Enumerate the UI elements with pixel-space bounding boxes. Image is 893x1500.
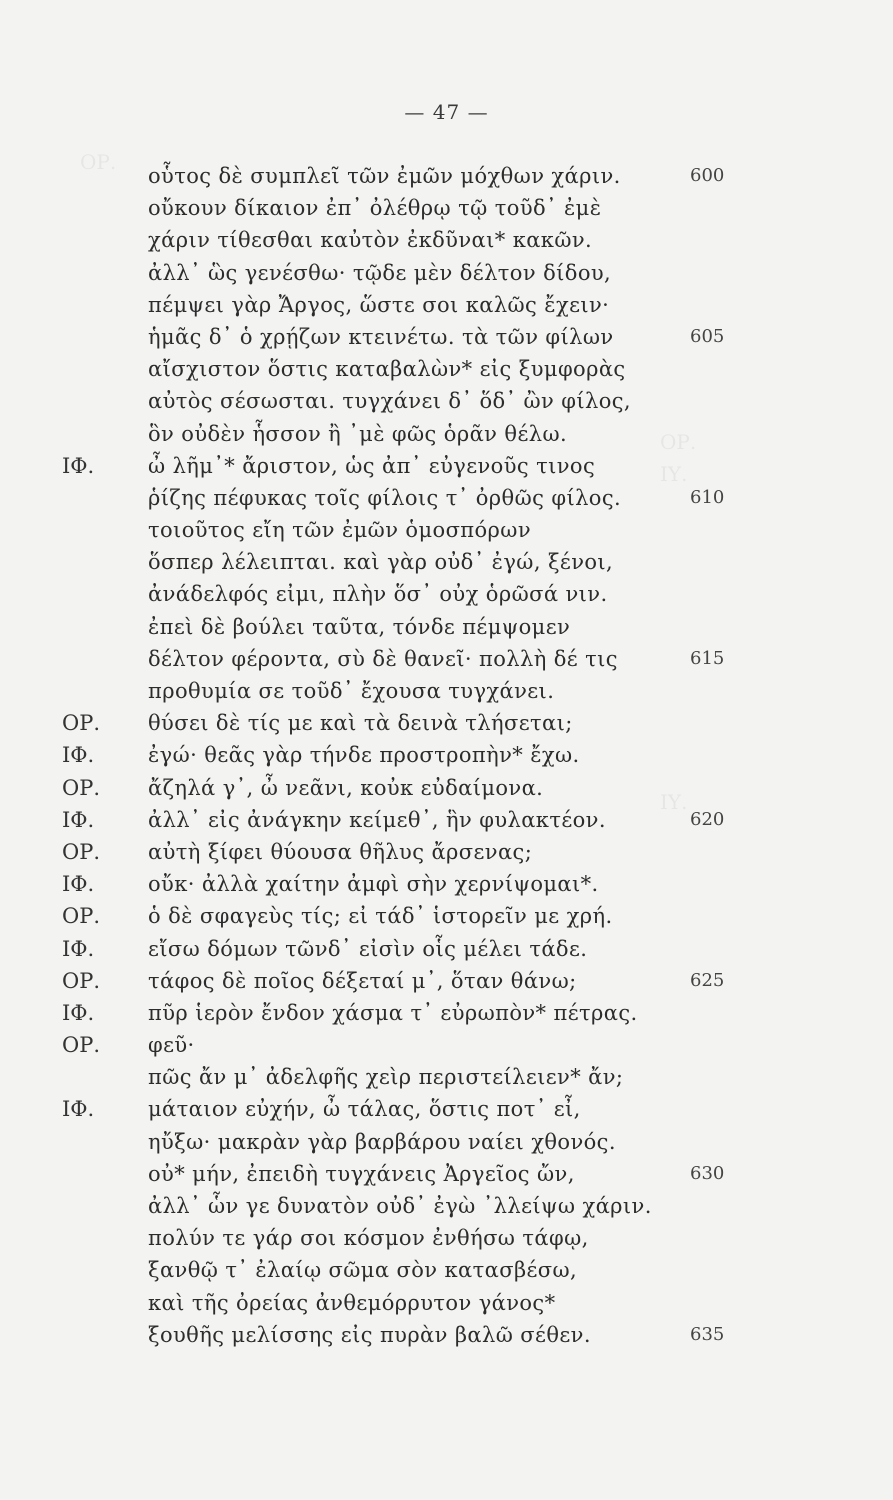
verse-text: θύσει δὲ τίς με καὶ τὰ δεινὰ τλήσεται;: [148, 711, 573, 736]
speaker-label: ΙΦ.: [62, 453, 95, 478]
verse-text: εἴσω δόμων τῶνδ᾽ εἰσὶν οἷς μέλει τάδε.: [148, 936, 588, 961]
verse-text: οὗτος δὲ συμπλεῖ τῶν ἐμῶν μόχθων χάριν.: [148, 164, 621, 188]
line-number: 635: [690, 1323, 725, 1345]
line-number: 615: [690, 647, 725, 669]
verse-line: [0, 289, 893, 321]
verse-list: [0, 160, 893, 1351]
speaker-label: ΙΦ.: [62, 807, 95, 832]
verse-text: οὔκουν δίκαιον ἐπ᾽ ὀλέθρῳ τῷ τοῦδ᾽ ἐμὲ: [148, 196, 602, 221]
speaker-label: ΟΡ.: [62, 839, 101, 864]
verse-line: [0, 804, 893, 836]
line-number: 600: [690, 165, 725, 186]
verse-text: μάταιον εὐχήν, ὦ τάλας, ὅστις ποτ᾽ εἶ,: [148, 1097, 581, 1122]
verse-line: [0, 321, 893, 353]
verse-line: [0, 160, 893, 192]
verse-line: [0, 1061, 893, 1093]
line-number: 610: [690, 486, 725, 508]
line-number: 625: [690, 969, 725, 991]
verse-text: οὐ* μήν, ἐπειδὴ τυγχάνεις Ἀργεῖος ὤν,: [148, 1161, 575, 1186]
page-number: — 47 —: [404, 100, 489, 124]
verse-line: [0, 192, 893, 224]
verse-line: [0, 1126, 893, 1158]
verse-line: [0, 514, 893, 546]
speaker-label: ΟΡ.: [62, 775, 101, 800]
verse-text: τάφος δὲ ποῖος δέξεταί μ᾽, ὅταν θάνω;: [148, 968, 577, 993]
verse-text: ἐγώ· θεᾶς γὰρ τήνδε προστροπὴν* ἔχω.: [148, 743, 580, 768]
verse-text: ὅσπερ λέλειπται. καὶ γὰρ οὐδ᾽ ἐγώ, ξένοι,: [148, 550, 614, 575]
verse-text: χάριν τίθεσθαι καὐτὸν ἐκδῦναι* κακῶν.: [148, 228, 593, 253]
verse-text: αἴσχιστον ὅστις καταβαλὼν* εἰς ξυμφορὰς: [148, 357, 626, 382]
verse-line: [0, 1254, 893, 1286]
verse-text: τοιοῦτος εἴη τῶν ἐμῶν ὁμοσπόρων: [148, 518, 531, 543]
bleed-through-decoration: ΟΡ.: [660, 430, 697, 454]
verse-line: [0, 257, 893, 289]
speaker-label: ΙΦ.: [62, 1097, 95, 1122]
verse-line: [0, 1319, 893, 1351]
verse-text: ἀλλ᾽ ὧν γε δυνατὸν οὐδ᾽ ἐγὼ ᾽λλείψω χάριν.: [148, 1194, 652, 1218]
speaker-label: ΙΦ.: [62, 1000, 95, 1025]
verse-line: [0, 836, 893, 868]
verse-text: δέλτον φέροντα, σὺ δὲ θανεῖ· πολλὴ δέ τις: [148, 646, 618, 671]
speaker-label: ΙΦ.: [62, 936, 95, 961]
verse-line: [0, 997, 893, 1029]
verse-text: προθυμία σε τοῦδ᾽ ἔχουσα τυγχάνει.: [148, 679, 555, 703]
verse-line: [0, 965, 893, 997]
verse-line: [0, 643, 893, 675]
verse-text: ὁ δὲ σφαγεὺς τίς; εἰ τάδ᾽ ἱστορεῖν με χρή.: [148, 904, 613, 929]
verse-text: ἀλλ᾽ εἰς ἀνάγκην κείμεθ᾽, ἣν φυλακτέον.: [148, 807, 606, 832]
verse-line: [0, 933, 893, 965]
verse-text: φεῦ·: [148, 1033, 195, 1058]
verse-text: ηὔξω· μακρὰν γὰρ βαρβάρου ναίει χθονός.: [148, 1129, 616, 1154]
verse-text: ξουθῆς μελίσσης εἰς πυρὰν βαλῶ σέθεν.: [148, 1322, 591, 1347]
verse-text: αὐτὴ ξίφει θύουσα θῆλυς ἄρσενας;: [148, 839, 533, 864]
verse-line: [0, 675, 893, 707]
verse-line: [0, 1158, 893, 1190]
verse-line: [0, 1029, 893, 1061]
bleed-through-decoration: ΙΥ.: [660, 790, 688, 814]
verse-line: [0, 900, 893, 932]
verse-line: [0, 418, 893, 450]
line-number: 620: [690, 808, 725, 830]
verse-text: ξανθῷ τ᾽ ἐλαίῳ σῶμα σὸν κατασβέσω,: [148, 1258, 578, 1283]
speaker-label: ΟΡ.: [62, 904, 101, 929]
verse-text: πολύν τε γάρ σοι κόσμον ἐνθήσω τάφῳ,: [148, 1226, 589, 1251]
verse-text: καὶ τῆς ὀρείας ἀνθεμόρρυτον γάνος*: [148, 1290, 556, 1315]
verse-text: ἄζηλά γ᾽, ὦ νεᾶνι, κοὐκ εὐδαίμονα.: [148, 775, 544, 800]
line-number: 630: [690, 1162, 725, 1184]
speaker-label: ΟΡ.: [62, 1033, 101, 1058]
verse-line: [0, 611, 893, 643]
verse-text: πῶς ἄν μ᾽ ἀδελφῆς χεὶρ περιστείλειεν* ἄν;: [148, 1065, 624, 1090]
verse-text: οὔκ· ἀλλὰ χαίτην ἀμφὶ σὴν χερνίψομαι*.: [148, 872, 599, 897]
verse-text: ἀνάδελφός εἰμι, πλὴν ὅσ᾽ οὐχ ὁρῶσά νιν.: [148, 582, 608, 607]
verse-line: [0, 546, 893, 578]
verse-text: ῥίζης πέφυκας τοῖς φίλοις τ᾽ ὀρθῶς φίλος.: [148, 485, 622, 510]
verse-text: ἐπεὶ δὲ βούλει ταῦτα, τόνδε πέμψομεν: [148, 614, 571, 639]
verse-line: [0, 385, 893, 417]
verse-line: [0, 772, 893, 804]
verse-text: αὐτὸς σέσωσται. τυγχάνει δ᾽ ὅδ᾽ ὢν φίλος,: [148, 389, 632, 414]
verse-line: [0, 739, 893, 771]
verse-text: ἡμᾶς δ᾽ ὁ χρῄζων κτεινέτω. τὰ τῶν φίλων: [148, 324, 614, 349]
verse-line: [0, 482, 893, 514]
bleed-through-decoration: ΟΡ.: [80, 150, 117, 174]
verse-text: ἀλλ᾽ ὣς γενέσθω· τῷδε μὲν δέλτον δίδου,: [148, 260, 612, 285]
speaker-label: ΙΦ.: [62, 872, 95, 897]
verse-line: [0, 578, 893, 610]
speaker-label: ΟΡ.: [62, 968, 101, 993]
verse-text: πῦρ ἱερὸν ἔνδον χάσμα τ᾽ εὐρωπὸν* πέτρας.: [148, 1000, 638, 1025]
verse-line: [0, 1222, 893, 1254]
speaker-label: ΙΦ.: [62, 743, 95, 768]
verse-line: [0, 450, 893, 482]
verse-line: [0, 224, 893, 256]
verse-line: [0, 353, 893, 385]
verse-line: [0, 1190, 893, 1222]
verse-line: [0, 1093, 893, 1125]
verse-line: [0, 868, 893, 900]
bleed-through-decoration: ΙΥ.: [660, 462, 688, 486]
line-number: 605: [690, 325, 725, 347]
verse-text: ὦ λῆμ᾽* ἄριστον, ὡς ἀπ᾽ εὐγενοῦς τινος: [148, 453, 596, 478]
speaker-label: ΟΡ.: [62, 711, 101, 736]
verse-line: [0, 1287, 893, 1319]
verse-text: πέμψει γὰρ Ἄργος, ὥστε σοι καλῶς ἔχειν·: [148, 292, 610, 317]
verse-text: ὃν οὐδὲν ἧσσον ἢ ᾽μὲ φῶς ὁρᾶν θέλω.: [148, 421, 568, 446]
verse-line: [0, 707, 893, 739]
